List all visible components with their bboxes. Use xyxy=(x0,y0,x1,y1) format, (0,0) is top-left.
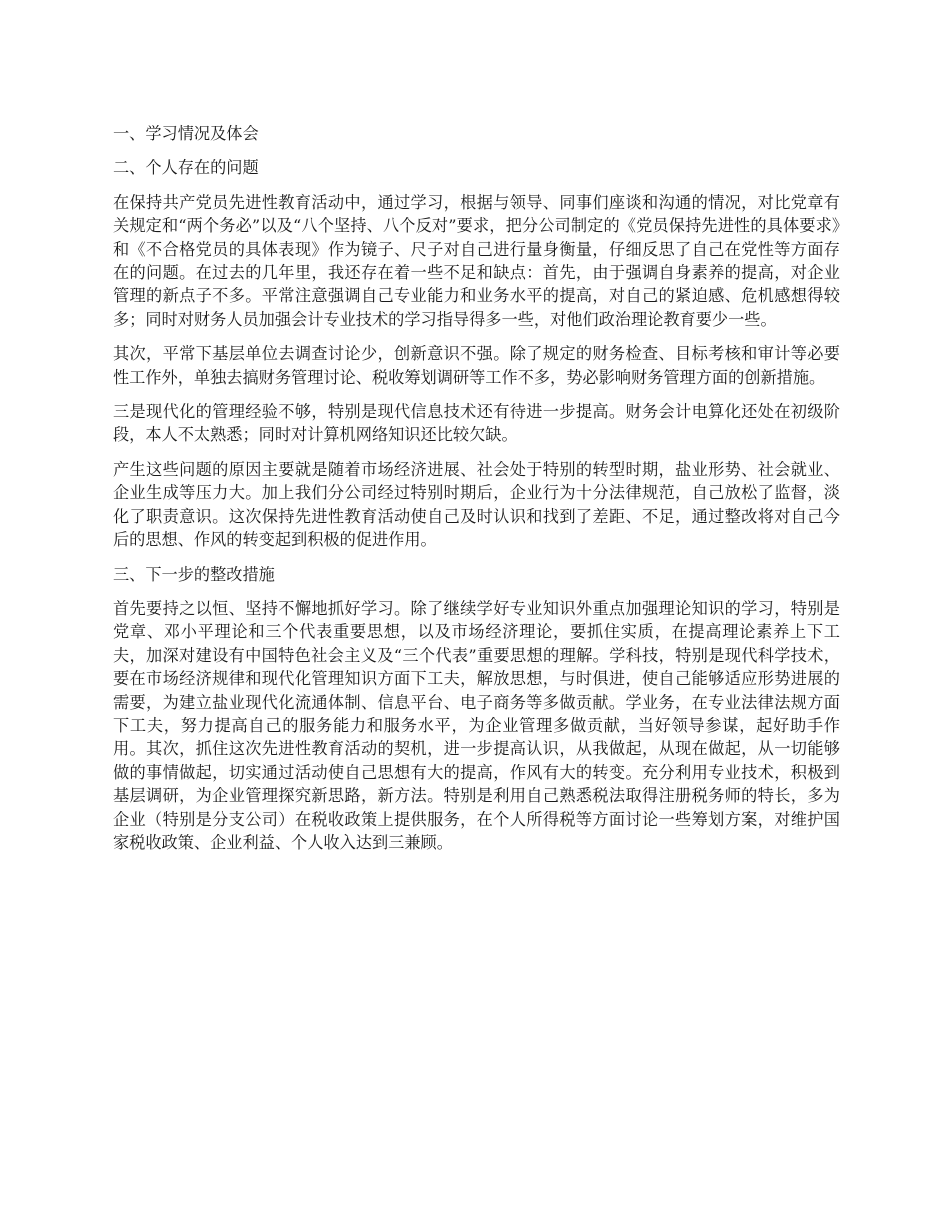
section-heading-problems: 二、个人存在的问题 xyxy=(113,158,259,178)
paragraph-measures: 首先要持之以恒、坚持不懈地抓好学习。除了继续学好专业知识外重点加强理论知识的学习，特别是党章、邓小平理论和三个代表重要思想，以及市场经济理论，要抓住实质，在提高理论素养上下工夫，加深对建设有中国特色社会主义及“三个代表”重要思想的理解。学科技，特别是现代科学技术，要在市场经济规律和现代化管理知识方面下工夫，解放思想，与时俱进，使自己能够适应形势进展的需要，为建立盐业现代化流通体制、信息平台、电子商务等多做贡献。学业务，在专业法律法规方面下工夫，努力提高自己的服务能力和服务水平，为企业管理多做贡献，当好领导参谋，起好助手作用。其次，抓住这次先进性教育活动的契机，进一步提高认识，从我做起，从现在做起，从一切能够做的事情做起，切实通过活动使自己思想有大的提高，作风有大的转变。充分利用专业技术，积极到基层调研，为企业管理探究新思路，新方法。特别是利用自己熟悉税法取得注册税务师的特长，多为企业（特别是分支公司）在税收政策上提供服务，在个人所得税等方面讨论一些筹划方案，对维护国家税收政策、企业利益、个人收入达到三兼顾。 xyxy=(113,598,840,852)
document-body xyxy=(113,122,840,865)
paragraph-problems-intro: 在保持共产党员先进性教育活动中，通过学习，根据与领导、同事们座谈和沟通的情况，对比党章有关规定和“两个务必”以及“八个坚持、八个反对”要求，把分公司制定的《党员保持先进性的具体要求》和《不合格党员的具体表现》作为镜子、尺子对自己进行量身衡量，仔细反思了自己在党性等方面存在的问题。在过去的几年里，我还存在着一些不足和缺点：首先，由于强调自身素养的提高，对企业管理的新点子不多。平常注意强调自己专业能力和业务水平的提高，对自己的紧迫感、危机感想得较多；同时对财务人员加强会计专业技术的学习指导得多一些，对他们政治理论教育要少一些。 xyxy=(113,192,840,329)
paragraph-problems-causes: 产生这些问题的原因主要就是随着市场经济进展、社会处于特别的转型时期，盐业形势、社会就业、企业生成等压力大。加上我们分公司经过特别时期后，企业行为十分法律规范，自己放松了监督，淡化了职责意识。这次保持先进性教育活动使自己及时认识和找到了差距、不足，通过整改将对自己今后的思想、作风的转变起到积极的促进作用。 xyxy=(113,459,840,550)
section-heading-study: 一、学习情况及体会 xyxy=(113,124,259,143)
paragraph-problems-second: 其次，平常下基层单位去调查讨论少，创新意识不强。除了规定的财务检查、目标考核和审计等必要性工作外，单独去搞财务管理讨论、税收筹划调研等工作不多，势必影响财务管理方面的创新措施。 xyxy=(113,344,840,387)
section-heading-measures: 三、下一步的整改措施 xyxy=(113,564,275,584)
paragraph-problems-third: 三是现代化的管理经验不够，特别是现代信息技术还有待进一步提高。财务会计电算化还处在初级阶段，本人不太熟悉；同时对计算机网络知识还比较欠缺。 xyxy=(113,402,840,445)
